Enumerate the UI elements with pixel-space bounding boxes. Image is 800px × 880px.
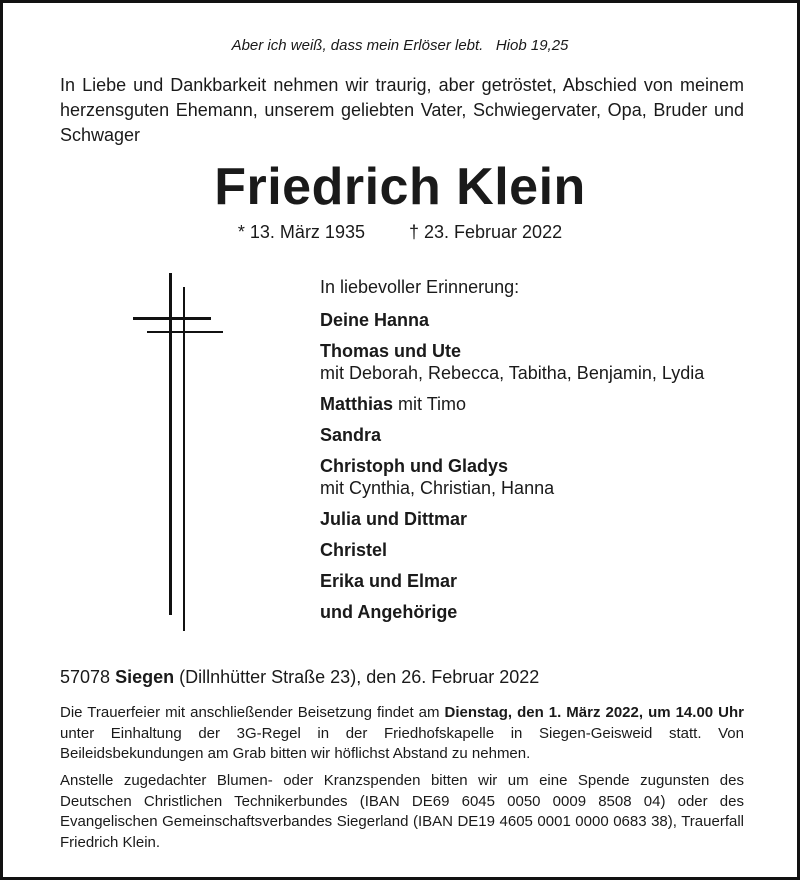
family-entry (320, 393, 760, 415)
zip-code: 57078 (60, 667, 111, 687)
family-lead: In liebevoller Erinnerung: (320, 277, 520, 297)
family-member-name: Julia und Dittmar (320, 509, 468, 529)
family-entry (320, 309, 760, 331)
place-date-line (60, 667, 539, 688)
family-entry (320, 455, 760, 499)
service-text-a: Die Trauerfeier mit anschließender Beisetzung findet am (60, 704, 440, 721)
intro-text: In Liebe und Dankbarkeit nehmen wir traurig, aber getröstet, Abschied von meinem herzensguten Ehemann, unserem geliebten Vater, Schwiegervater, Opa, Bruder und Schwager (60, 75, 744, 145)
service-date: Dienstag, den 1. März 2022, um 14.00 Uhr (444, 704, 744, 721)
family-member-name: Christel (320, 540, 388, 560)
service-notice (60, 703, 744, 765)
family-member-children: mit Deborah, Rebecca, Tabitha, Benjamin, Lydia (320, 363, 705, 383)
family-list (320, 277, 760, 632)
address-date: (Dillnhütter Straße 23), den 26. Februar 2022 (179, 667, 540, 687)
deceased-name: Friedrich Klein (214, 158, 586, 216)
family-entry (320, 539, 760, 561)
family-member-name: Matthias (320, 394, 394, 414)
family-member-name: Deine Hanna (320, 310, 430, 330)
family-entry (320, 601, 760, 623)
service-text-b: unter Einhaltung der 3G-Regel in der Friedhofskapelle in Siegen-Geisweid statt. Von Beileidsbekundungen am Grab bitten wir höflichst Abstand zu nehmen. (60, 724, 744, 762)
family-entry (320, 570, 760, 592)
family-member-name: Sandra (320, 425, 382, 445)
death-date: † 23. Februar 2022 (408, 222, 563, 242)
family-member-name: Christoph und Gladys (320, 456, 509, 476)
cross-icon (131, 273, 226, 633)
family-member-extra: mit Timo (398, 394, 467, 414)
donation-notice: Anstelle zugedachter Blumen- oder Kranzspenden bitten wir um eine Spende zugunsten des Deutschen Christlichen Technikerbundes (IBAN DE69 6045 0050 0009 8508 04) oder des Evangelischen Gemeinschaftsverbandes Siegerland (IBAN DE19 4605 0001 0000 0683 38), Trauerfall Friedrich Klein. (60, 772, 744, 851)
family-member-name: Erika und Elmar (320, 571, 458, 591)
family-entry (320, 340, 760, 384)
life-dates (3, 222, 797, 243)
city: Siegen (115, 667, 175, 687)
birth-date: * 13. März 1935 (237, 222, 365, 242)
bible-verse: Aber ich weiß, dass mein Erlöser lebt. Hiob 19,25 (231, 37, 569, 54)
family-member-name: und Angehörige (320, 602, 458, 622)
family-entry (320, 424, 760, 446)
family-member-name: Thomas und Ute (320, 341, 462, 361)
family-member-children: mit Cynthia, Christian, Hanna (320, 478, 555, 498)
family-entry (320, 508, 760, 530)
